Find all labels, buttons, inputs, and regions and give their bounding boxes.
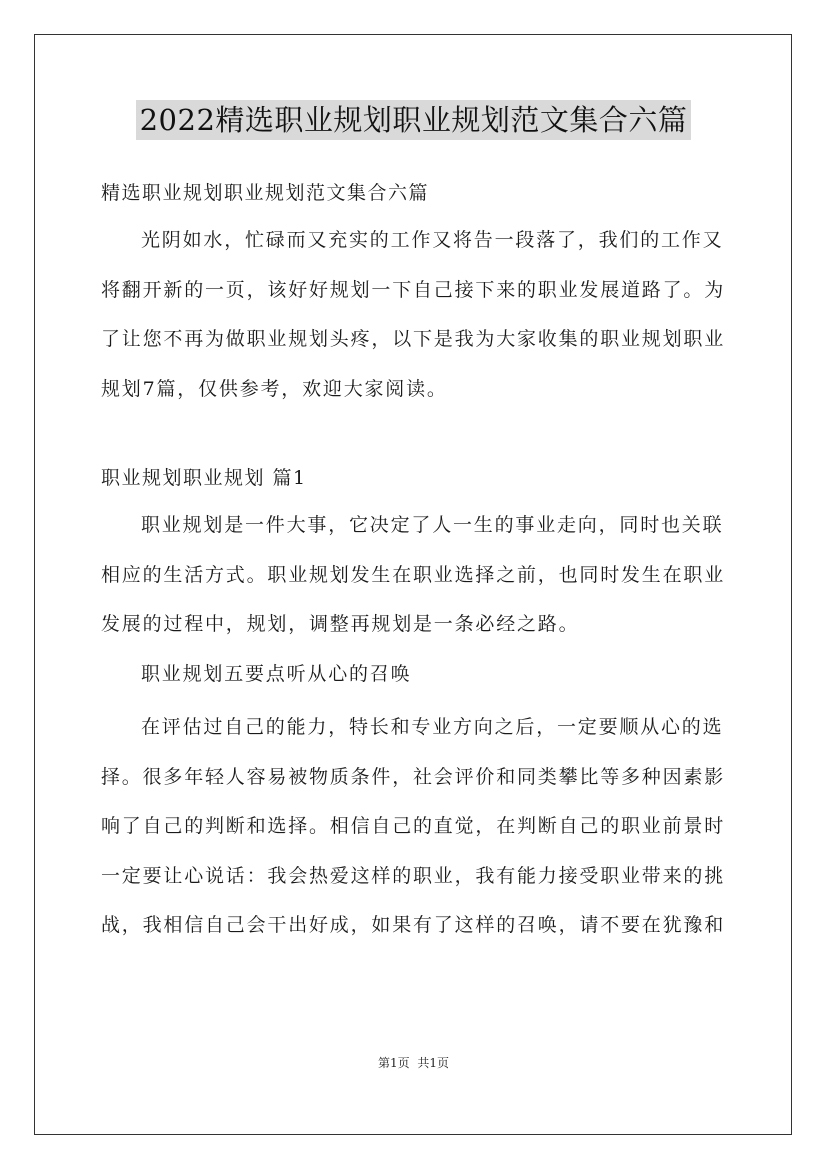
paragraph-line: 职业规划是一件大事，它决定了人一生的事业走向，同时也关联: [141, 514, 724, 536]
intro-paragraph: [101, 216, 727, 414]
section-paragraph-2: [101, 703, 727, 951]
paragraph-line: 发展的过程中，规划，调整再规划是一条必经之路。: [101, 613, 580, 635]
section-paragraph-1: [101, 501, 727, 650]
paragraph-line: 响了自己的判断和选择。相信自己的直觉，在判断自己的职业前景时: [101, 815, 726, 837]
paragraph-line: 相应的生活方式。职业规划发生在职业选择之前，也同时发生在职业: [101, 563, 726, 586]
paragraph-line: 在评估过自己的能力，特长和专业方向之后，一定要顺从心的选: [141, 716, 724, 738]
intro-line: 规划7篇，仅供参考，欢迎大家阅读。: [101, 377, 448, 400]
paragraph-line: 战，我相信自己会干出好成，如果有了这样的召唤，请不要在犹豫和: [101, 914, 726, 936]
page-number: 第1页: [377, 1056, 410, 1070]
document-subtitle: 精选职业规划职业规划范文集合六篇: [101, 182, 430, 204]
title-container: [0, 100, 827, 140]
document-body: [101, 174, 727, 951]
sub-heading: 职业规划五要点听从心的召唤: [141, 662, 412, 685]
spacer: [101, 414, 727, 459]
paragraph-line: 一定要让心说话：我会热爱这样的职业，我有能力接受职业带来的挑: [101, 864, 726, 887]
page-footer: [0, 1054, 827, 1071]
section-heading: 职业规划职业规划 篇1: [101, 467, 307, 489]
intro-line: 将翻开新的一页，该好好规划一下自己接下来的职业发展道路了。为: [101, 278, 726, 301]
document-title: 2022精选职业规划职业规划范文集合六篇: [136, 100, 692, 140]
paragraph-line: 择。很多年轻人容易被物质条件，社会评价和同类攀比等多种因素影: [101, 765, 726, 788]
intro-line: 光阴如水，忙碌而又充实的工作又将告一段落了，我们的工作又: [141, 229, 724, 251]
intro-line: 了让您不再为做职业规划头疼，以下是我为大家收集的职业规划职业: [101, 328, 726, 350]
page-total: 共1页: [417, 1056, 450, 1070]
sub-heading-row: [101, 650, 727, 700]
